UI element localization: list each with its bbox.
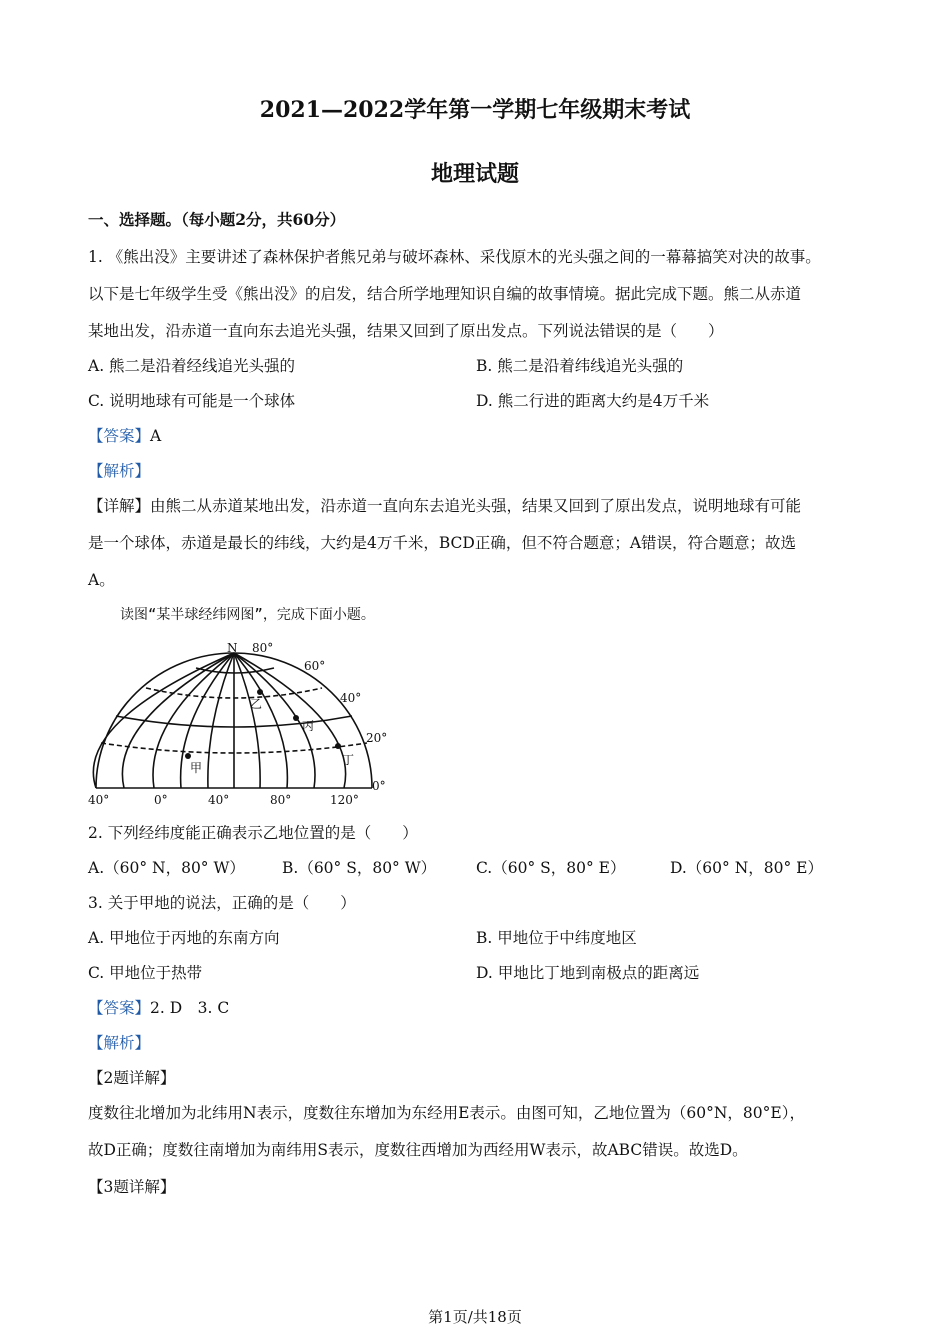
label-b40: 40°: [208, 793, 230, 807]
label-lat0: 0°: [372, 779, 386, 793]
label-n: N: [227, 641, 238, 655]
q1-answer: [88, 425, 878, 447]
q1-analysis-tag: 【解析】: [88, 462, 151, 480]
q1-detail-line: [88, 495, 878, 517]
q1-stem-line: 以下是七年级学生受《熊出没》的启发，结合所学地理知识自编的故事情境。据此完成下题。熊二从赤道: [88, 285, 802, 303]
subject-title: 地理试题: [430, 161, 519, 187]
figure-caption: 读图“某半球经纬网图”，完成下面小题。: [120, 607, 375, 623]
answer-tag: 【答案】: [88, 427, 151, 445]
q3-detail-tag: 【3题详解】: [88, 1178, 176, 1196]
q1-stem-line: 1. 《熊出没》主要讲述了森林保护者熊兄弟与破坏森林、采伐原木的光头强之间的一幕幕搞笑对决的故事。: [88, 248, 821, 266]
q2-detail-line: 度数往北增加为北纬用N表示，度数往东增加为东经用E表示。由图可知，乙地位置为（60°N，80°E），: [88, 1104, 805, 1122]
q2-option-c: C.（60° S，80° E）: [476, 859, 626, 877]
q2-detail-tag: 【2题详解】: [88, 1069, 176, 1087]
label-lat20: 20°: [366, 731, 388, 745]
q1-stem-line: 某地出发，沿赤道一直向东去追光头强，结果又回到了原出发点。下列说法错误的是（ ）: [88, 322, 724, 340]
q2-option-d: D.（60° N，80° E）: [670, 859, 823, 877]
q3-option-b: B. 甲地位于中纬度地区: [476, 929, 637, 947]
label-yi: 乙: [250, 697, 263, 711]
q2-option-a: A.（60° N，80° W）: [88, 859, 245, 877]
q23-answer: [88, 997, 878, 1019]
q1-option-a: A. 熊二是沿着经线追光头强的: [88, 357, 296, 375]
page-footer: 第1页/共18页: [428, 1308, 522, 1326]
q2-option-b: B.（60° S，80° W）: [282, 859, 437, 877]
label-jia: 甲: [190, 761, 203, 775]
answer-tag: 【答案】: [88, 999, 151, 1017]
section-heading: 一、选择题。（每小题2分，共60分）: [88, 210, 346, 229]
q1-option-b: B. 熊二是沿着纬线追光头强的: [476, 357, 684, 375]
label-lat40: 40°: [340, 691, 362, 705]
exam-title: 2021—2022学年第一学期七年级期末考试: [259, 97, 691, 123]
label-b120: 120°: [330, 793, 359, 807]
q1-detail-line: 是一个球体，赤道是最长的纬线，大约是4万千米，BCD正确，但不符合题意；A错误，符合题意；故选: [88, 534, 797, 552]
answer-value: 2. D 3. C: [150, 999, 230, 1017]
q2-detail-line: 故D正确；度数往南增加为南纬用S表示，度数往西增加为西经用W表示，故ABC错误。故选D。: [88, 1141, 748, 1159]
q3-stem: 3. 关于甲地的说法，正确的是（ ）: [88, 894, 356, 912]
q2-stem: 2. 下列经纬度能正确表示乙地位置的是（ ）: [88, 824, 418, 842]
q1-option-c: C. 说明地球有可能是一个球体: [88, 392, 296, 410]
q1-option-d: D. 熊二行进的距离大约是4万千米: [476, 392, 710, 410]
graticule-figure: [84, 638, 394, 808]
detail-text: 由熊二从赤道某地出发，沿赤道一直向东去追光头强，结果又回到了原出发点，说明地球有可能: [150, 497, 802, 515]
q23-analysis-tag: 【解析】: [88, 1034, 151, 1052]
q3-option-d: D. 甲地比丁地到南极点的距离远: [476, 964, 700, 982]
detail-tag: 【详解】: [88, 497, 151, 515]
q1-detail-line: A。: [88, 571, 115, 589]
label-bing: 丙: [302, 719, 315, 733]
label-b40w: 40°: [88, 793, 110, 807]
answer-value: A: [150, 427, 162, 445]
label-b80: 80°: [270, 793, 292, 807]
label-b0: 0°: [154, 793, 168, 807]
graticule-map: [84, 638, 394, 812]
label-80-top: 80°: [252, 641, 274, 655]
label-lat60: 60°: [304, 659, 326, 673]
point-yi: [257, 689, 263, 695]
q3-option-a: A. 甲地位于丙地的东南方向: [88, 929, 280, 947]
label-ding: 丁: [342, 753, 355, 767]
q3-option-c: C. 甲地位于热带: [88, 964, 203, 982]
point-jia: [185, 753, 191, 759]
point-bing: [293, 715, 299, 721]
point-ding: [335, 743, 341, 749]
